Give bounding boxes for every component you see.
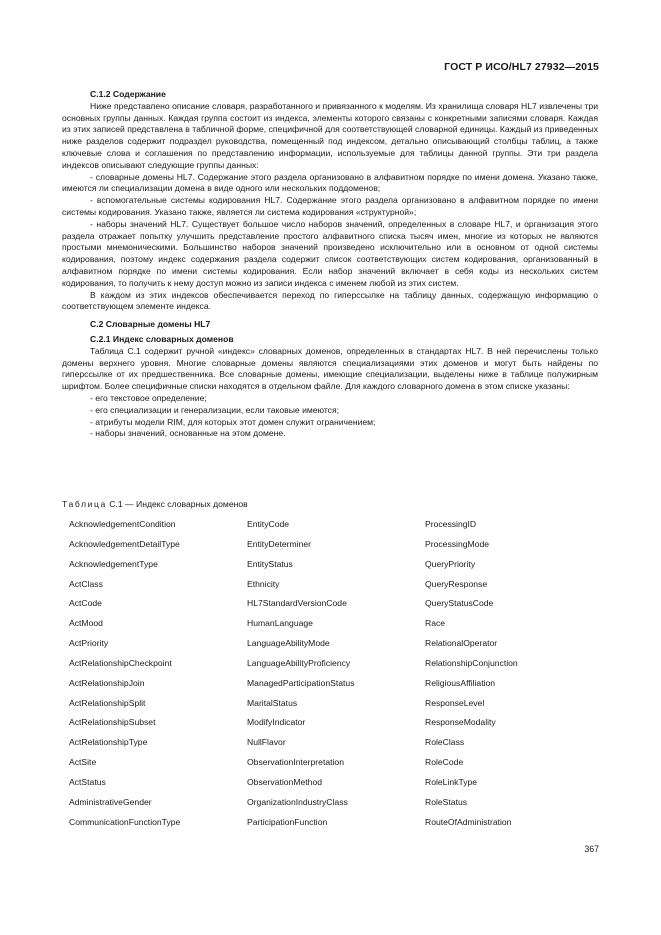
table-caption-label: Таблица bbox=[62, 499, 107, 509]
list-item: - словарные домены HL7. Содержание этого раздела организовано в алфавитном порядке по имени домена. Указано также, имеются ли специализации домена в виде одного или нескольких поддоменов; bbox=[62, 171, 598, 194]
table-cell: EntityDeterminer bbox=[247, 538, 311, 549]
table-cell: Race bbox=[425, 618, 446, 629]
table-cell: RoleCode bbox=[425, 757, 464, 768]
table-cell: EntityCode bbox=[247, 519, 290, 529]
list-item: - атрибуты модели RIM, для которых этот домен служит ограничением; bbox=[90, 416, 376, 427]
list-item: - наборы значений HL7. Существует большое число наборов значений, определенных в словаре HL7, и организация этого раздела отражает попытку улучшить представление простого алфавитного списка тысяч имен, многие из которых не являются простыми мнемоническими. Большинство наборов значений произведено исключительно или в основном от одной системы кодирования, поэтому индекс содержания раздела содержит список соответствующих систем кодирования, организованный в алфавитном порядке по имени системы кодирования. Если набор значений включает в себя коды из нескольких систем кодирования, то получить к нему доступ можно из записи индекса с именем любой из этих систем. bbox=[62, 218, 598, 288]
table-cell: QueryPriority bbox=[425, 558, 476, 569]
body-text bbox=[62, 89, 598, 440]
table-cell: ReligiousAffiliation bbox=[425, 677, 496, 688]
table-cell: Ethnicity bbox=[247, 578, 280, 589]
table-cell: ActRelationshipJoin bbox=[69, 677, 145, 688]
table-cell: QueryResponse bbox=[425, 578, 488, 589]
table-caption bbox=[62, 499, 248, 509]
table-cell: ActCode bbox=[69, 598, 102, 609]
table-cell: ObservationMethod bbox=[247, 776, 322, 787]
table-cell: ModifyIndicator bbox=[247, 717, 306, 728]
table-cell: ActRelationshipSubset bbox=[69, 717, 156, 728]
table-cell: QueryStatusCode bbox=[425, 598, 494, 609]
table-cell: ActMood bbox=[69, 618, 103, 629]
paragraph: Ниже представлено описание словаря, разработанного и привязанного к моделям. Из хранилища словаря HL7 извлечены три основных группы данных. Каждая группа состоит из индекса, элементы которого связаны с конкретными записями словаря. Каждая из этих записей представлена в табличной форме, специфичной для соответствующей словарной единицы. Каждый из приведенных ниже разделов содержит подраздел руководства, помещенный под индексом, детально описывающий столбцы таблиц, а также ключевые слова и соглашения по представлению информации, используемые для таблицы данной группы. Эти три раздела индексов описывают следующие группы данных: bbox=[62, 100, 598, 170]
table-cell: LanguageAbilityMode bbox=[247, 638, 330, 649]
list-item: - его текстовое определение; bbox=[90, 392, 207, 403]
domain-index-table bbox=[69, 519, 569, 837]
table-cell: ActRelationshipSplit bbox=[69, 697, 146, 708]
list-item: - вспомогательные системы кодирования HL7. Содержание этого раздела организовано в алфавитном порядке по имени системы кодирования. Указано также, является ли система кодирования «структурной»; bbox=[62, 195, 598, 217]
paragraph: В каждом из этих индексов обеспечивается переход по гиперссылке на таблицу данных, содержащую информацию о соответствующем элементе индекса. bbox=[62, 289, 598, 312]
table-cell: OrganizationIndustryClass bbox=[247, 796, 348, 807]
table-cell: RelationalOperator bbox=[425, 638, 498, 649]
table-cell: AcknowledgementType bbox=[69, 558, 158, 569]
list-item: - наборы значений, основанные на этом домене. bbox=[90, 428, 286, 439]
table-cell: ActPriority bbox=[69, 638, 109, 649]
table-cell: ResponseLevel bbox=[425, 697, 485, 708]
table-cell: ActStatus bbox=[69, 776, 106, 787]
list-item: - его специализации и генерализации, если таковые имеются; bbox=[90, 404, 340, 415]
page-number: 367 bbox=[584, 844, 599, 854]
table-cell: ResponseModality bbox=[425, 717, 496, 728]
table-cell: HL7StandardVersionCode bbox=[247, 598, 347, 609]
table-cell: MaritalStatus bbox=[247, 697, 298, 708]
heading-c2: С.2 Словарные домены HL7 bbox=[90, 319, 211, 330]
table-cell: RouteOfAdministration bbox=[425, 816, 512, 827]
table-cell: HumanLanguage bbox=[247, 618, 313, 629]
table-cell: ActRelationshipCheckpoint bbox=[69, 657, 172, 668]
table-cell: AcknowledgementCondition bbox=[69, 519, 176, 529]
table-cell: RelationshipConjunction bbox=[425, 657, 518, 668]
heading-c21: С.2.1 Индекс словарных доменов bbox=[90, 333, 234, 344]
table-cell: RoleLinkType bbox=[425, 776, 478, 787]
table-cell: ActRelationshipType bbox=[69, 737, 148, 748]
table-cell: CommunicationFunctionType bbox=[69, 816, 181, 827]
table-cell: ParticipationFunction bbox=[247, 816, 328, 827]
table-cell: ObservationInterpretation bbox=[247, 757, 344, 768]
table-cell: AcknowledgementDetailType bbox=[69, 538, 180, 549]
table-cell: EntityStatus bbox=[247, 558, 293, 569]
table-cell: ProcessingMode bbox=[425, 538, 490, 549]
document-code: ГОСТ Р ИСО/HL7 27932—2015 bbox=[444, 61, 599, 73]
table-cell: ProcessingID bbox=[425, 519, 477, 529]
table-cell: RoleStatus bbox=[425, 796, 468, 807]
table-cell: ManagedParticipationStatus bbox=[247, 677, 355, 688]
table-cell: NullFlavor bbox=[247, 737, 286, 748]
table-cell: RoleClass bbox=[425, 737, 465, 748]
heading-c12: С.1.2 Содержание bbox=[90, 89, 166, 99]
table-cell: ActSite bbox=[69, 757, 97, 768]
table-cell: ActClass bbox=[69, 578, 103, 589]
paragraph: Таблица С.1 содержит ручной «индекс» словарных доменов, определенных в стандартах HL7. В ней перечислены только домены верхнего уровня. Многие словарные домены являются специализациями этих доменов и могут быть найдены по гиперссылке от их предшественника. Все словарные домены, имеющие специализации, выделены ниже в таблице полужирным шрифтом. Более специфичные списки находятся в отдельном файле. Для каждого словарного домена в этом списке указаны: bbox=[62, 345, 598, 392]
table-cell: LanguageAbilityProficiency bbox=[247, 657, 351, 668]
table-cell: AdministrativeGender bbox=[69, 796, 152, 807]
table-caption-title: С.1 — Индекс словарных доменов bbox=[109, 499, 248, 509]
